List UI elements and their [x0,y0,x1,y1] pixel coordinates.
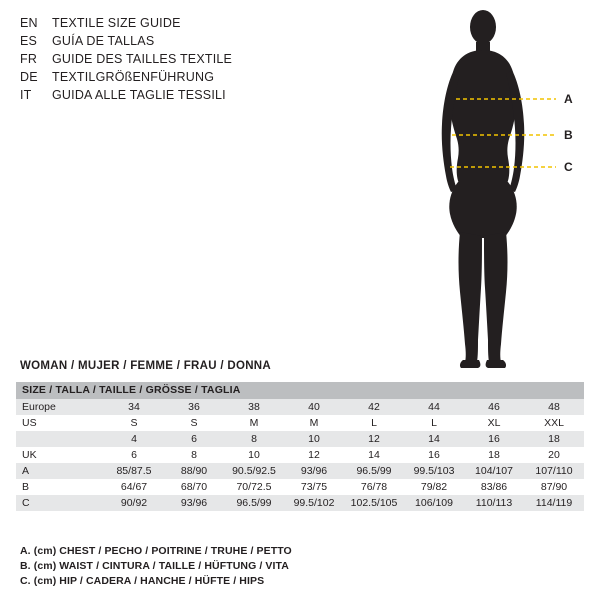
language-title: GUÍA DE TALLAS [52,34,155,48]
cell: 73/75 [284,479,344,495]
cell: 48 [524,399,584,415]
cell: 16 [404,447,464,463]
cell: 6 [164,431,224,447]
cell: 87/90 [524,479,584,495]
female-silhouette-icon [442,10,525,368]
note-hip: C. (cm) HIP / CADERA / HANCHE / HÜFTE / HIPS [20,575,265,587]
language-code: DE [20,70,38,84]
callout-label-c: C [564,160,573,174]
row-label: US [16,415,104,431]
cell: S [104,415,164,431]
language-title-block [20,16,380,106]
cell: 40 [284,399,344,415]
language-code: EN [20,16,38,30]
row-label: UK [16,447,104,463]
language-title: TEXTILGRÖßENFÜHRUNG [52,70,215,84]
language-row [20,52,380,70]
cell: 12 [284,447,344,463]
cell: 107/110 [524,463,584,479]
table-row [16,495,584,511]
table-row [16,399,584,415]
language-code: ES [20,34,38,48]
cell: S [164,415,224,431]
table-row [16,415,584,431]
cell: 18 [464,447,524,463]
note-chest: A. (cm) CHEST / PECHO / POITRINE / TRUHE / PETTO [20,545,292,557]
cell: 14 [404,431,464,447]
cell: 20 [524,447,584,463]
cell: 104/107 [464,463,524,479]
cell: M [224,415,284,431]
language-row [20,70,380,88]
cell: 110/113 [464,495,524,511]
cell: 44 [404,399,464,415]
note-waist: B. (cm) WAIST / CINTURA / TAILLE / HÜFTUNG / VITA [20,560,289,572]
section-title: WOMAN / MUJER / FEMME / FRAU / DONNA [20,360,272,372]
language-title: GUIDA ALLE TAGLIE TESSILI [52,88,226,102]
cell: 99.5/103 [404,463,464,479]
female-body-figure [400,0,600,375]
language-title: TEXTILE SIZE GUIDE [52,16,181,30]
cell: XXL [524,415,584,431]
cell: 83/86 [464,479,524,495]
cell: 85/87.5 [104,463,164,479]
cell: 34 [104,399,164,415]
callout-label-b: B [564,128,573,142]
language-code: FR [20,52,38,66]
table-row [16,447,584,463]
table-row [16,479,584,495]
cell: 18 [524,431,584,447]
cell: 93/96 [284,463,344,479]
callout-label-a: A [564,92,573,106]
cell: 16 [464,431,524,447]
row-label: Europe [16,399,104,415]
cell: 64/67 [104,479,164,495]
cell: 93/96 [164,495,224,511]
language-title: GUIDE DES TAILLES TEXTILE [52,52,233,66]
table-row [16,463,584,479]
row-label: B [16,479,104,495]
cell: 10 [224,447,284,463]
cell: M [284,415,344,431]
cell: 96.5/99 [344,463,404,479]
cell: 68/70 [164,479,224,495]
cell: 76/78 [344,479,404,495]
measurement-notes [20,544,580,589]
table-row [16,431,584,447]
row-label: A [16,463,104,479]
cell: 10 [284,431,344,447]
cell: 46 [464,399,524,415]
cell: 70/72.5 [224,479,284,495]
cell: 79/82 [404,479,464,495]
cell: 8 [224,431,284,447]
row-label: C [16,495,104,511]
row-label [16,431,104,447]
cell: 106/109 [404,495,464,511]
language-row [20,88,380,106]
cell: 14 [344,447,404,463]
cell: L [404,415,464,431]
language-code: IT [20,88,32,102]
table-header-row [16,382,584,399]
cell: 114/119 [524,495,584,511]
cell: 96.5/99 [224,495,284,511]
table-header-label: SIZE / TALLA / TAILLE / GRÖSSE / TAGLIA [16,382,584,399]
cell: 8 [164,447,224,463]
cell: 4 [104,431,164,447]
cell: 88/90 [164,463,224,479]
size-chart-table [16,382,584,511]
cell: 99.5/102 [284,495,344,511]
cell: 6 [104,447,164,463]
language-row [20,16,380,34]
cell: 42 [344,399,404,415]
cell: 38 [224,399,284,415]
cell: XL [464,415,524,431]
cell: 90.5/92.5 [224,463,284,479]
cell: 12 [344,431,404,447]
cell: 102.5/105 [344,495,404,511]
language-row [20,34,380,52]
cell: 36 [164,399,224,415]
cell: 90/92 [104,495,164,511]
cell: L [344,415,404,431]
